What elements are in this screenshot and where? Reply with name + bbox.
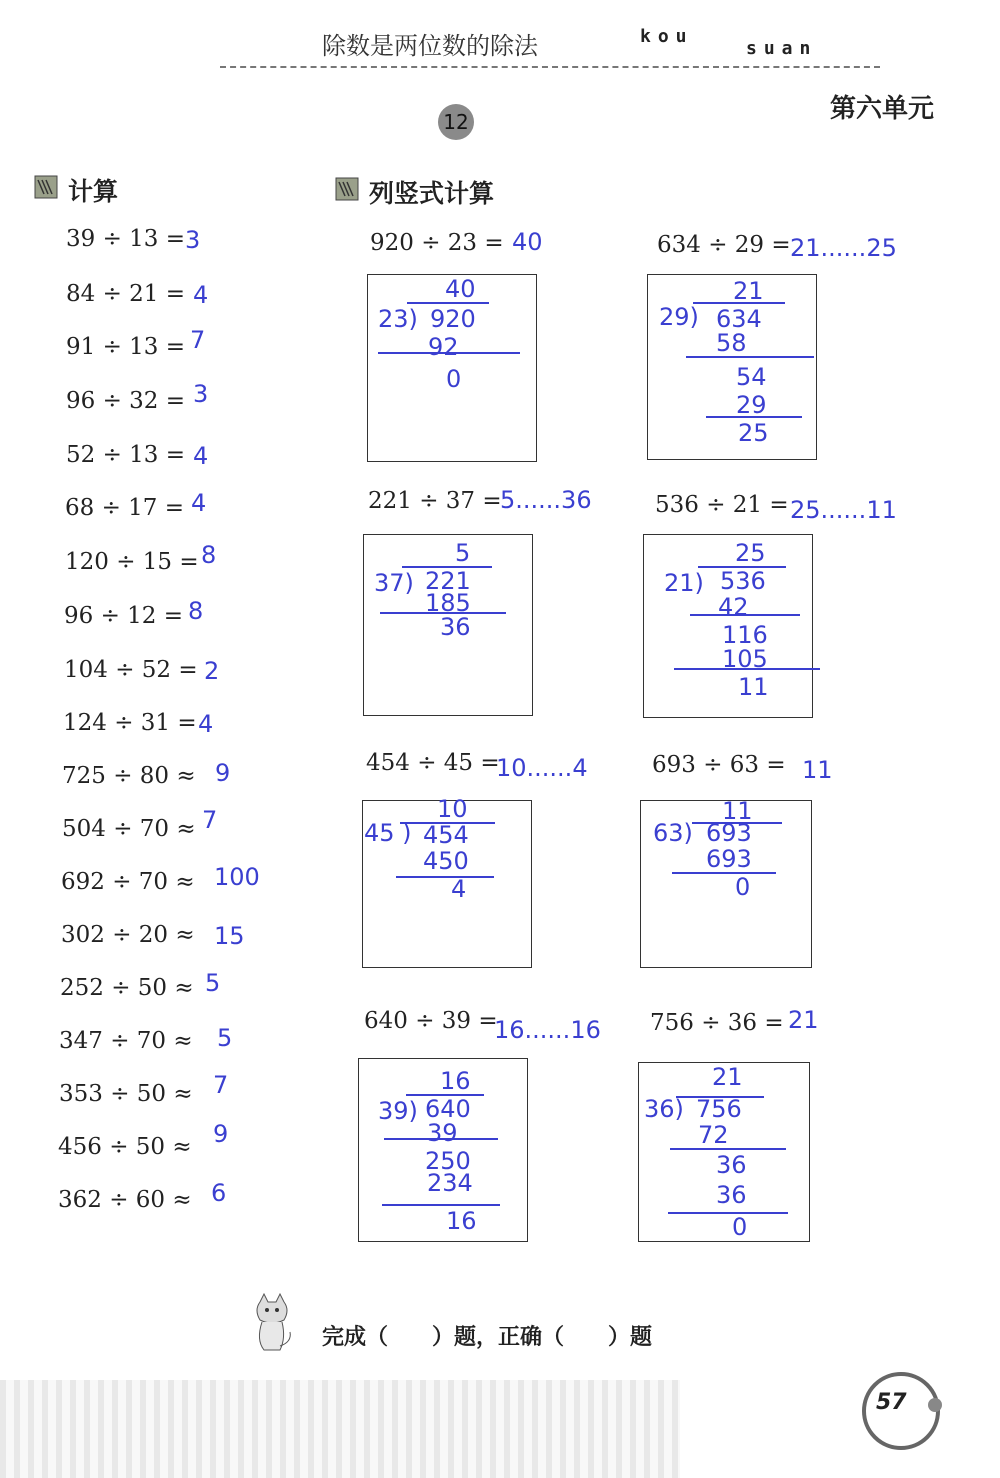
- unit-label: 第六单元: [830, 94, 935, 124]
- long-division-step: 92: [428, 333, 459, 361]
- calc-question: 104 ÷ 52 =: [64, 657, 198, 683]
- long-division-step: 29: [736, 391, 767, 419]
- long-division-step: 634: [716, 305, 762, 333]
- calc-question: 96 ÷ 12 =: [64, 603, 184, 629]
- long-division-step: 36: [440, 613, 471, 641]
- division-question: 920 ÷ 23 =: [370, 230, 504, 256]
- calc-answer: 8: [188, 597, 204, 625]
- division-question: 536 ÷ 21 =: [655, 492, 789, 518]
- header-divider: [220, 66, 880, 68]
- long-division-step: 454: [423, 821, 469, 849]
- division-question: 454 ÷ 45 =: [366, 750, 500, 776]
- pinyin-kou: kou: [640, 26, 694, 47]
- calc-question: 456 ÷ 50 ≈: [58, 1134, 192, 1160]
- division-answer: 25......11: [790, 496, 897, 524]
- division-answer: 21......25: [790, 234, 897, 262]
- calc-question: 52 ÷ 13 =: [66, 442, 186, 468]
- division-answer: 16......16: [494, 1016, 601, 1044]
- long-division-step: 36: [716, 1151, 747, 1179]
- long-division-step: 21): [664, 569, 704, 597]
- calc-answer: 5: [217, 1024, 233, 1052]
- book-icon: [333, 174, 363, 204]
- long-division-rule: [407, 302, 489, 304]
- page-title: 除数是两位数的除法: [322, 32, 538, 60]
- long-division-step: 10: [437, 795, 468, 823]
- calc-question: 302 ÷ 20 ≈: [61, 922, 195, 948]
- page-number-dot: [928, 1398, 942, 1412]
- calc-answer: 9: [213, 1120, 229, 1148]
- bottom-stripe-decoration: [0, 1380, 680, 1478]
- calc-answer: 100: [214, 863, 260, 891]
- calc-answer: 4: [198, 710, 214, 738]
- division-answer: 5......36: [500, 486, 592, 514]
- long-division-rule: [378, 352, 520, 354]
- division-question: 693 ÷ 63 =: [652, 752, 786, 778]
- division-question: 634 ÷ 29 =: [657, 232, 791, 258]
- long-division-rule: [674, 668, 820, 670]
- long-division-step: 4: [451, 875, 467, 903]
- long-division-step: 116: [722, 621, 768, 649]
- calc-answer: 15: [214, 922, 245, 950]
- long-division-step: 234: [427, 1169, 473, 1197]
- calc-answer: 8: [201, 541, 217, 569]
- long-division-step: 221: [425, 567, 471, 595]
- long-division-step: 0: [735, 873, 751, 901]
- long-division-rule: [668, 1212, 788, 1214]
- calc-answer: 9: [215, 759, 231, 787]
- long-division-step: 450: [423, 847, 469, 875]
- long-division-rule: [382, 1204, 500, 1206]
- division-answer: 21: [788, 1006, 819, 1034]
- long-division-rule: [670, 1148, 786, 1150]
- calc-answer: 3: [185, 226, 201, 254]
- calc-question: 252 ÷ 50 ≈: [60, 975, 194, 1001]
- calc-question: 725 ÷ 80 ≈: [62, 763, 196, 789]
- calc-question: 347 ÷ 70 ≈: [59, 1028, 193, 1054]
- calc-answer: 5: [205, 969, 221, 997]
- long-division-step: 0: [446, 365, 462, 393]
- long-division-step: 39): [378, 1097, 418, 1125]
- calc-question: 120 ÷ 15 =: [65, 549, 199, 575]
- long-division-step: 11: [738, 673, 769, 701]
- long-division-rule: [686, 356, 814, 358]
- calc-question: 504 ÷ 70 ≈: [62, 816, 196, 842]
- long-division-step: 185: [425, 589, 471, 617]
- calc-question: 68 ÷ 17 =: [65, 495, 185, 521]
- calc-question: 692 ÷ 70 ≈: [61, 869, 195, 895]
- long-division-step: 21: [733, 277, 764, 305]
- long-division-step: 16: [440, 1067, 471, 1095]
- long-division-step: 39: [427, 1119, 458, 1147]
- long-division-rule: [406, 1094, 484, 1096]
- long-division-step: 693: [706, 819, 752, 847]
- long-division-step: 693: [706, 845, 752, 873]
- long-division-rule: [402, 566, 492, 568]
- long-division-step: 54: [736, 363, 767, 391]
- long-division-step: 105: [722, 645, 768, 673]
- division-question: 756 ÷ 36 =: [650, 1010, 784, 1036]
- calc-question: 91 ÷ 13 =: [66, 334, 186, 360]
- calc-question: 96 ÷ 32 =: [66, 388, 186, 414]
- long-division-rule: [706, 416, 802, 418]
- long-division-rule: [672, 872, 776, 874]
- calc-answer: 4: [193, 281, 209, 309]
- long-division-rule: [380, 612, 506, 614]
- long-division-step: 250: [425, 1147, 471, 1175]
- division-answer: 10......4: [496, 754, 588, 782]
- pinyin-suan: suan: [746, 38, 818, 59]
- calc-question: 362 ÷ 60 ≈: [58, 1187, 192, 1213]
- calc-answer: 6: [211, 1179, 227, 1207]
- long-division-step: 11: [722, 797, 753, 825]
- long-division-rule: [698, 566, 786, 568]
- division-question: 221 ÷ 37 =: [368, 488, 502, 514]
- calc-answer: 4: [193, 442, 209, 470]
- cat-icon: [246, 1292, 296, 1354]
- section-heading-calc: 计算: [68, 177, 119, 206]
- division-answer: 40: [512, 228, 543, 256]
- long-division-rule: [396, 876, 494, 878]
- long-division-step: 72: [698, 1121, 729, 1149]
- long-division-rule: [693, 302, 785, 304]
- calc-answer: 2: [204, 657, 220, 685]
- long-division-step: 42: [718, 593, 749, 621]
- book-icon: [32, 172, 62, 202]
- long-division-step: 16: [446, 1207, 477, 1235]
- long-division-step: 0: [732, 1213, 748, 1241]
- long-division-step: 37): [374, 569, 414, 597]
- long-division-step: 21: [712, 1063, 743, 1091]
- calc-answer: 7: [213, 1071, 229, 1099]
- calc-answer: 3: [193, 380, 209, 408]
- long-division-step: 25: [738, 419, 769, 447]
- division-answer: 11: [802, 756, 833, 784]
- long-division-step: 63): [653, 819, 693, 847]
- long-division-step: 29): [659, 303, 699, 331]
- long-division-step: 36: [716, 1181, 747, 1209]
- long-division-step: 58: [716, 329, 747, 357]
- long-division-step: 40: [445, 275, 476, 303]
- page-number: 57: [876, 1390, 907, 1415]
- long-division-rule: [676, 1096, 764, 1098]
- long-division-step: 5: [455, 539, 471, 567]
- long-division-rule: [692, 822, 782, 824]
- long-division-step: 23): [378, 305, 418, 333]
- long-division-step: 25: [735, 539, 766, 567]
- calc-question: 39 ÷ 13 =: [66, 226, 186, 252]
- long-division-rule: [384, 1138, 498, 1140]
- division-question: 640 ÷ 39 =: [364, 1008, 498, 1034]
- calc-answer: 4: [191, 489, 207, 517]
- long-division-step: 36): [644, 1095, 684, 1123]
- long-division-rule: [400, 822, 495, 824]
- long-division-step: 536: [720, 567, 766, 595]
- long-division-step: 756: [696, 1095, 742, 1123]
- long-division-step: 45 ): [364, 819, 412, 847]
- calc-answer: 7: [190, 326, 206, 354]
- completion-tally: 完成（ ）题，正确（ ）题: [322, 1325, 653, 1350]
- long-division-step: 920: [430, 305, 476, 333]
- calc-answer: 7: [202, 806, 218, 834]
- calc-question: 124 ÷ 31 =: [63, 710, 197, 736]
- section-heading-vertical: 列竖式计算: [369, 179, 495, 208]
- long-division-rule: [690, 614, 800, 616]
- exercise-number-badge: 12: [438, 104, 474, 140]
- calc-question: 353 ÷ 50 ≈: [59, 1081, 193, 1107]
- calc-question: 84 ÷ 21 =: [66, 281, 186, 307]
- long-division-step: 640: [425, 1095, 471, 1123]
